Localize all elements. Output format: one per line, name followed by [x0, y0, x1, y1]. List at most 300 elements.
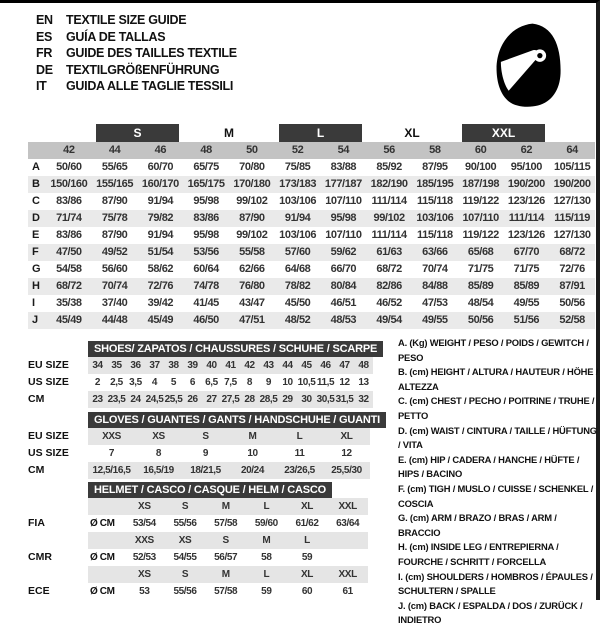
helmet-size: M — [262, 535, 271, 546]
measure-value: 83/86 — [193, 212, 219, 224]
language-code: ES — [36, 29, 53, 44]
size-value: M — [248, 431, 257, 442]
row-label: US SIZE — [28, 447, 69, 459]
size-value: 27 — [206, 394, 217, 405]
measure-value: 54/58 — [56, 263, 82, 275]
size-value: 44 — [282, 360, 293, 371]
measure-value: 111/114 — [508, 212, 544, 224]
size-group-row — [28, 124, 595, 142]
helmet-value: 59 — [261, 586, 272, 597]
legend-item: J. (cm) BACK / ESPALDA / DOS / ZURÜCK / INDIETRO — [398, 599, 583, 626]
measure-value: 107/110 — [325, 229, 362, 241]
row-values — [88, 428, 370, 445]
size-value: 47 — [339, 360, 350, 371]
language-row — [36, 29, 237, 46]
helmet-value: 52/53 — [132, 552, 156, 563]
row-letter: J — [32, 314, 39, 326]
legend-item: C. (cm) CHEST / PECHO / POITRINE / TRUHE / PETTO — [398, 395, 595, 421]
row-label: EU SIZE — [28, 430, 69, 442]
measure-value: 78/82 — [284, 280, 311, 292]
helmet-size: S — [222, 535, 229, 546]
size-value: 2,5 — [110, 377, 123, 388]
measure-value: 85/89 — [467, 280, 494, 292]
helmet-size: L — [263, 569, 270, 580]
size-value: 10,5 — [297, 377, 316, 388]
measurement-legend — [398, 336, 599, 628]
corner-cell — [28, 142, 46, 159]
helmet-value: 63/64 — [336, 518, 360, 529]
certification-label: FIA — [28, 517, 45, 529]
size-value: 35 — [111, 360, 122, 371]
measure-value: 46/50 — [193, 314, 219, 326]
helmet-value: 61/62 — [295, 518, 319, 529]
certification-label: ECE — [28, 585, 50, 597]
measure-value: 75/85 — [284, 161, 311, 173]
measure-value: 123/126 — [507, 229, 545, 241]
measure-value: 45/50 — [284, 297, 311, 309]
measure-value: 47/53 — [422, 297, 448, 309]
measure-value: 51/56 — [513, 314, 540, 326]
measure-value: 68/72 — [559, 246, 585, 258]
measure-value: 68/72 — [376, 263, 402, 275]
helmet-value: 57/58 — [214, 518, 238, 529]
measure-value: 85/89 — [513, 280, 540, 292]
helmet-value — [327, 549, 368, 566]
measure-value: 111/114 — [371, 195, 407, 207]
measure-value: 76/80 — [239, 280, 265, 292]
size-value: 13 — [358, 377, 369, 388]
helmet-value: 58 — [261, 552, 272, 563]
size-number: 42 — [63, 144, 75, 156]
measure-value: 95/100 — [510, 161, 542, 173]
sub-row — [28, 428, 370, 445]
size-value: 38 — [168, 360, 179, 371]
language-title: TEXTILGRÖßENFÜHRUNG — [66, 62, 220, 77]
row-letter: D — [32, 212, 40, 224]
measure-value: 170/180 — [233, 178, 271, 190]
measure-value: 160/170 — [141, 178, 179, 190]
size-value: XL — [340, 431, 353, 442]
size-value: 45 — [301, 360, 312, 371]
sub-row — [28, 445, 370, 462]
measure-value: 41/45 — [193, 297, 219, 309]
measure-value: 55/58 — [239, 246, 265, 258]
row-label — [28, 566, 88, 583]
measure-value: 58/62 — [147, 263, 174, 275]
helmet-value: 53/54 — [132, 518, 156, 529]
measure-value: 39/42 — [147, 297, 174, 309]
helmet-value: 59/60 — [254, 518, 278, 529]
size-number: 62 — [520, 144, 533, 156]
size-number: 54 — [337, 144, 350, 156]
size-value: 12 — [341, 448, 352, 459]
helmet-size: L — [263, 501, 270, 512]
measure-value: 187/198 — [462, 178, 500, 190]
size-value: 43 — [263, 360, 274, 371]
size-value: 25,5/30 — [331, 465, 362, 476]
size-value: 23,5 — [107, 394, 126, 405]
measure-value: 190/200 — [507, 178, 545, 190]
helmet-size: XS — [178, 535, 192, 546]
size-number-row — [28, 142, 595, 159]
legend-item: H. (cm) INSIDE LEG / ENTREPIERNA / FOURCHE / SCHRITT / FORCELLA — [398, 541, 559, 567]
measure-value: 99/102 — [373, 212, 405, 224]
measure-value: 57/60 — [284, 246, 311, 258]
helmet-size — [327, 532, 368, 549]
measure-value: 70/80 — [239, 161, 265, 173]
measure-value: 85/92 — [376, 161, 402, 173]
measure-value: 150/160 — [50, 178, 88, 190]
measure-value: 80/84 — [330, 280, 357, 292]
size-value: 9 — [265, 377, 272, 388]
legend-item: D. (cm) WAIST / CINTURA / TAILLE / HÜFTUNG / VITA — [398, 424, 597, 451]
language-code: DE — [36, 62, 53, 77]
measure-value: 44/48 — [101, 314, 128, 326]
helmet-value: 61 — [342, 586, 353, 597]
helmet-size: XXL — [338, 569, 357, 580]
helmet-size: XXL — [338, 501, 357, 512]
language-title: TEXTILE SIZE GUIDE — [66, 13, 187, 27]
size-value: 36 — [130, 360, 141, 371]
helmet-sizes — [88, 498, 368, 515]
helmet-size-table — [28, 480, 368, 600]
size-value: 46 — [320, 360, 331, 371]
helmet-size: M — [221, 569, 230, 580]
measure-value: 115/119 — [554, 212, 590, 224]
measure-row-a — [28, 159, 595, 176]
measure-value: 107/110 — [325, 195, 362, 207]
size-value: 12 — [339, 377, 350, 388]
size-value: 28,5 — [259, 394, 278, 405]
measure-value: 79/82 — [147, 212, 174, 224]
size-value: 6 — [189, 377, 196, 388]
size-value: 5 — [170, 377, 177, 388]
size-value: 20/24 — [240, 465, 265, 476]
size-value: XS — [152, 431, 165, 442]
size-value: 10 — [247, 448, 258, 459]
measure-value: 50/56 — [467, 314, 494, 326]
measure-value: 105/115 — [553, 161, 591, 173]
size-value: 11 — [294, 448, 305, 459]
measure-value: 83/88 — [330, 161, 357, 173]
helmet-sizes — [88, 566, 368, 583]
measure-value: 60/70 — [147, 161, 174, 173]
language-title: GUIDA ALLE TAGLIE TESSILI — [66, 79, 234, 93]
row-label: CM — [28, 393, 45, 405]
measure-value: 173/183 — [279, 178, 317, 190]
helmet-size: XXS — [134, 535, 154, 546]
legend-item: I. (cm) SHOULDERS / HOMBROS / ÉPAULES / SCHULTERN / SPALLE — [398, 570, 593, 597]
measure-value: 48/53 — [330, 314, 357, 326]
size-number: 44 — [108, 144, 121, 156]
measure-value: 49/55 — [513, 297, 540, 309]
measure-value: 71/75 — [467, 263, 494, 275]
size-number: 58 — [429, 144, 441, 156]
helmet-sizes — [88, 532, 368, 549]
row-label — [28, 532, 88, 549]
measure-value: 127/130 — [553, 229, 591, 241]
measure-value: 99/102 — [236, 229, 268, 241]
size-value: 48 — [358, 360, 369, 371]
row-label — [28, 498, 88, 515]
size-value: 24,5 — [145, 394, 164, 405]
language-title: GUÍA DE TALLAS — [66, 29, 166, 44]
size-number: 56 — [383, 144, 395, 156]
size-value: 42 — [244, 360, 255, 371]
size-value: 23/26,5 — [284, 465, 315, 476]
row-values — [88, 357, 373, 374]
measure-value: 91/94 — [147, 195, 174, 207]
row-values — [88, 445, 370, 462]
size-number: 60 — [474, 144, 487, 156]
measure-value: 48/52 — [284, 314, 311, 326]
measure-row-g — [28, 261, 595, 278]
measure-value: 95/98 — [193, 229, 219, 241]
measure-row-f — [28, 244, 595, 261]
measure-value: 35/38 — [56, 297, 82, 309]
measure-value: 83/86 — [56, 195, 82, 207]
size-value: 37 — [149, 360, 160, 371]
size-value: S — [202, 431, 209, 442]
measure-value: 66/70 — [330, 263, 357, 275]
measure-value: 75/78 — [101, 212, 128, 224]
helmet-value: 55/56 — [173, 518, 197, 529]
helmet-value: 59 — [301, 552, 313, 563]
measure-value: 95/98 — [193, 195, 219, 207]
unit-spacer — [88, 498, 124, 515]
size-value: 30,5 — [316, 394, 335, 405]
size-value: 39 — [187, 360, 198, 371]
measure-value: 119/122 — [462, 229, 499, 241]
size-value: 8 — [155, 448, 162, 459]
helmet-sizes-row — [28, 566, 368, 583]
helmet-size: S — [181, 501, 189, 512]
measure-value: 87/90 — [239, 212, 265, 224]
helmet-values-row — [28, 549, 368, 566]
measure-value: 50/56 — [559, 297, 585, 309]
size-group-xl: XL — [404, 126, 420, 140]
size-group-l: L — [279, 124, 363, 142]
helmet-size: M — [221, 501, 230, 512]
language-code: IT — [36, 79, 47, 93]
measure-value: 64/68 — [284, 263, 311, 275]
measure-value: 87/91 — [559, 280, 585, 292]
measure-value: 37/40 — [101, 297, 128, 309]
measure-value: 103/106 — [279, 195, 317, 207]
racing-helmet-icon — [488, 17, 566, 113]
unit-spacer — [88, 532, 124, 549]
language-row — [36, 78, 237, 95]
measure-value: 115/118 — [417, 229, 453, 241]
measure-value: 87/90 — [101, 229, 128, 241]
measure-value: 49/54 — [376, 314, 402, 326]
size-value: 10 — [282, 377, 293, 388]
measure-value: 190/200 — [553, 178, 591, 190]
helmet-value: 56/57 — [214, 552, 238, 563]
row-letter: A — [32, 161, 40, 173]
language-code: FR — [36, 46, 53, 60]
unit-spacer — [88, 566, 124, 583]
size-number: 52 — [291, 144, 304, 156]
helmet-value: 53 — [139, 586, 150, 597]
unit-label: Ø CM — [90, 552, 115, 563]
measure-value: 99/102 — [236, 195, 268, 207]
measure-value: 90/100 — [465, 161, 497, 173]
size-group-xxl: XXL — [462, 124, 546, 142]
legend-item: A. (Kg) WEIGHT / PESO / POIDS / GEWITCH / PESO — [398, 337, 589, 363]
measure-value: 177/187 — [324, 178, 362, 190]
helmet-sizes-row — [28, 532, 368, 549]
legend-item: F. (cm) TIGH / MUSLO / CUISSE / SCHENKEL / COSCIA — [398, 482, 594, 509]
row-letter: I — [32, 297, 36, 309]
measure-value: 107/110 — [462, 212, 499, 224]
row-letter: H — [32, 280, 40, 292]
row-label: EU SIZE — [28, 359, 69, 371]
row-letter: F — [32, 246, 39, 258]
unit-label: Ø CM — [90, 518, 115, 529]
measure-value: 68/72 — [56, 280, 82, 292]
size-value: 8 — [246, 377, 253, 388]
size-value: 18/21,5 — [190, 465, 221, 476]
shoes-table-title: SHOES/ ZAPATOS / CHAUSSURES / SCHUHE / SCARPE — [88, 341, 383, 357]
helmet-sizes-row — [28, 498, 368, 515]
measure-value: 155/165 — [96, 178, 134, 190]
measure-row-c — [28, 193, 595, 210]
measure-value: 60/64 — [193, 263, 219, 275]
size-value: 26 — [187, 394, 198, 405]
sub-row — [28, 357, 373, 374]
measure-value: 65/75 — [193, 161, 219, 173]
measure-value: 82/86 — [376, 280, 402, 292]
unit-label: Ø CM — [90, 586, 115, 597]
row-values — [88, 374, 373, 391]
measure-value: 91/94 — [284, 212, 311, 224]
measure-row-b — [28, 176, 595, 193]
sub-row — [28, 374, 373, 391]
measure-value: 87/95 — [422, 161, 448, 173]
row-letter: C — [32, 195, 40, 207]
measure-value: 48/54 — [467, 297, 494, 309]
measure-value: 50/60 — [56, 161, 82, 173]
row-values — [88, 391, 373, 408]
size-value: 29 — [282, 394, 293, 405]
size-value: 34 — [92, 360, 103, 371]
helmet-size: XL — [301, 569, 313, 580]
size-value: 30 — [301, 394, 312, 405]
size-value: 16,5/19 — [143, 465, 174, 476]
size-value: 12,5/16,5 — [92, 465, 131, 476]
certification-label: CMR — [28, 551, 52, 563]
helmet-size: L — [304, 535, 310, 546]
size-number: 50 — [246, 144, 258, 156]
helmet-values-row — [28, 515, 368, 532]
row-letter: G — [32, 263, 41, 275]
measure-value: 115/118 — [417, 195, 453, 207]
measure-value: 127/130 — [553, 195, 591, 207]
size-value: 32 — [358, 394, 369, 405]
size-number: 48 — [200, 144, 212, 156]
measure-row-d — [28, 210, 595, 227]
measure-value: 52/58 — [559, 314, 585, 326]
size-value: 6,5 — [205, 377, 218, 388]
size-value: 11,5 — [316, 377, 335, 388]
measure-value: 49/52 — [101, 246, 128, 258]
legend-item: G. (cm) ARM / BRAZO / BRAS / ARM / BRACCIO — [398, 512, 557, 538]
gloves-table-title: GLOVES / GUANTES / GANTS / HANDSCHUHE / GUANTI — [88, 412, 386, 428]
measure-value: 71/75 — [513, 263, 540, 275]
measure-value: 43/47 — [239, 297, 265, 309]
measure-value: 72/76 — [559, 263, 585, 275]
size-value: 4 — [151, 377, 158, 388]
measure-value: 62/66 — [239, 263, 265, 275]
measure-value: 63/66 — [422, 246, 448, 258]
measure-value: 61/63 — [376, 246, 402, 258]
measure-value: 103/106 — [416, 212, 454, 224]
helmet-size: XL — [301, 501, 313, 512]
measure-value: 56/60 — [101, 263, 128, 275]
size-group-s: S — [96, 124, 180, 142]
helmet-value: 57/58 — [214, 586, 238, 597]
legend-item: E. (cm) HIP / CADERA / HANCHE / HÜFTE / HIPS / BACINO — [398, 453, 580, 480]
measure-value: 72/76 — [147, 280, 174, 292]
measure-value: 111/114 — [371, 229, 407, 241]
language-title: GUIDE DES TAILLES TEXTILE — [66, 46, 237, 60]
measure-value: 70/74 — [101, 280, 128, 292]
row-label: CM — [28, 464, 45, 476]
size-value: 23 — [92, 394, 103, 405]
helmet-values — [88, 583, 368, 600]
size-value: 28 — [244, 394, 255, 405]
measure-value: 123/126 — [507, 195, 545, 207]
size-value: 2 — [94, 377, 101, 388]
language-row — [36, 12, 237, 29]
size-value: 41 — [225, 360, 236, 371]
language-row — [36, 45, 237, 62]
size-value: 24 — [130, 394, 141, 405]
measure-value: 165/175 — [187, 178, 225, 190]
size-value: 7 — [108, 448, 115, 459]
size-value: 25,5 — [164, 394, 183, 405]
legend-item: B. (cm) HEIGHT / ALTURA / HAUTEUR / HÖHE / ALTEZZA — [398, 366, 599, 392]
measure-value: 91/94 — [147, 229, 174, 241]
sub-row — [28, 391, 373, 408]
measure-value: 67/70 — [513, 246, 540, 258]
size-group-m: M — [224, 126, 234, 140]
textile-size-table — [28, 124, 595, 329]
measure-value: 46/51 — [330, 297, 357, 309]
measure-value: 53/56 — [193, 246, 219, 258]
measure-value: 65/68 — [467, 246, 494, 258]
row-letter: B — [32, 178, 40, 190]
measure-value: 45/49 — [56, 314, 82, 326]
measure-value: 71/74 — [56, 212, 82, 224]
measure-row-h — [28, 278, 595, 295]
measure-value: 95/98 — [330, 212, 357, 224]
measure-row-e — [28, 227, 595, 244]
size-value: 9 — [202, 448, 209, 459]
measure-value: 49/55 — [422, 314, 448, 326]
measure-value: 74/78 — [193, 280, 219, 292]
measure-row-i — [28, 295, 595, 312]
measure-value: 59/62 — [330, 246, 357, 258]
gloves-size-table — [28, 410, 380, 479]
language-row — [36, 62, 237, 79]
size-value: 40 — [206, 360, 217, 371]
helmet-values — [88, 515, 368, 532]
size-number: 64 — [566, 144, 578, 156]
helmet-value: 60 — [301, 586, 313, 597]
shoes-size-table — [28, 339, 378, 408]
